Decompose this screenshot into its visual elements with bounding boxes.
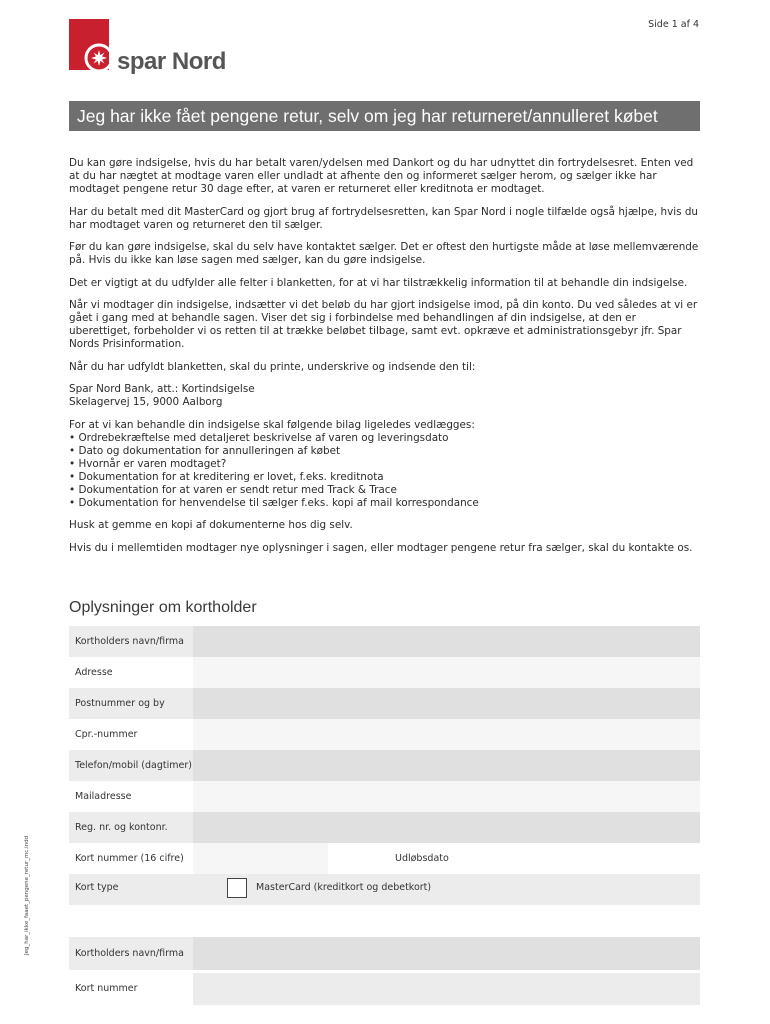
cardholder-section-heading: Oplysninger om kortholder	[69, 599, 257, 616]
expiry-label: Udløbsdato	[395, 853, 449, 864]
paragraph: Når du har udfyldt blanketten, skal du printe, underskrive og indsende den til:	[69, 360, 476, 373]
cpr-input[interactable]	[193, 719, 700, 750]
field-label: Kortholders navn/firma	[75, 948, 184, 959]
list-item: • Hvornår er varen modtaget?	[69, 458, 700, 471]
list-item: • Ordrebekræftelse med detaljeret beskrivelse af varen og leveringsdato	[69, 432, 700, 445]
paragraph: Du kan gøre indsigelse, hvis du har betalt varen/ydelsen med Dankort og du har udnyttet din fortrydelsesret. Enten ved at du har nægtet at modtage varen eller undladt at afhente den og informeret sælger herom, og sælger ikke har modtaget pengene retur 30 dage efter, at varen er returneret eller kreditnota er modtaget.	[69, 157, 694, 195]
attachments-list	[69, 432, 700, 510]
page-number: Side 1 af 4	[648, 19, 699, 30]
paragraph: Har du betalt med dit MasterCard og gjort brug af fortrydelsesretten, kan Spar Nord i nogle tilfælde også hjælpe, hvis du har modtaget varen og returneret den til sælger.	[69, 205, 699, 231]
mastercard-checkbox[interactable]	[227, 878, 247, 898]
field-label: Kort nummer	[75, 983, 138, 994]
field-label: Reg. nr. og kontonr.	[75, 822, 168, 833]
page-title: Jeg har ikke fået pengene retur, selv om jeg har returneret/annulleret købet	[69, 101, 700, 131]
intro-text	[69, 157, 700, 564]
address-line: Spar Nord Bank, att.: Kortindsigelse	[69, 383, 255, 395]
cardholder-name2-row	[69, 937, 700, 970]
email-input[interactable]	[193, 781, 700, 812]
field-label: Telefon/mobil (dagtimer)	[75, 760, 192, 771]
address-line: Skelagervej 15, 9000 Aalborg	[69, 396, 223, 408]
card-number2-input[interactable]	[193, 973, 700, 1005]
field-label: Kortholders navn/firma	[75, 636, 184, 647]
field-label: Adresse	[75, 667, 113, 678]
cardholder-name2-input[interactable]	[193, 937, 700, 970]
account-row	[69, 812, 700, 843]
address-row	[69, 657, 700, 688]
field-label: Kort nummer (16 cifre)	[75, 853, 184, 864]
paragraph: Når vi modtager din indsigelse, indsætter vi det beløb du har gjort indsigelse imod, på din konto. Du ved således at vi er gået i gang med at behandle sagen. Viser det sig i forbindelse med behandlingen af din indsigelse, at den er uberettiget, forbeholder vi os retten til at trække beløbet tilbage, samt evt. opkræve et administrationsgebyr jfr. Spar Nords Prisinformation.	[69, 299, 698, 350]
email-row	[69, 781, 700, 812]
brand-name: spar Nord	[117, 48, 226, 75]
list-item: • Dokumentation for henvendelse til sælger f.eks. kopi af mail korrespondance	[69, 497, 700, 510]
logo-red-square	[69, 19, 109, 70]
checkbox-label: MasterCard (kreditkort og debetkort)	[256, 882, 432, 893]
star-icon	[69, 19, 109, 70]
cardholder-name-input[interactable]	[193, 626, 700, 657]
field-label: Kort type	[75, 882, 119, 893]
list-item: • Dokumentation for at kreditering er lovet, f.eks. kreditnota	[69, 471, 700, 484]
paragraph: Husk at gemme en kopi af dokumenterne hos dig selv.	[69, 519, 353, 531]
account-input[interactable]	[193, 812, 700, 843]
card-number-row	[69, 843, 700, 874]
field-label: Mailadresse	[75, 791, 132, 802]
field-label: Postnummer og by	[75, 698, 165, 709]
list-item: • Dato og dokumentation for annulleringen af købet	[69, 445, 700, 458]
paragraph: Det er vigtigt at du udfylder alle felter i blanketten, for at vi har tilstrækkelig information til at behandle din indsigelse.	[69, 276, 688, 289]
spacer-row	[69, 905, 700, 937]
card-type-row	[69, 874, 700, 905]
paragraph: For at vi kan behandle din indsigelse skal følgende bilag ligeledes vedlægges:	[69, 418, 475, 431]
card-number2-row	[69, 973, 700, 1005]
address-input[interactable]	[193, 657, 700, 688]
postal-row	[69, 688, 700, 719]
phone-row	[69, 750, 700, 781]
card-number-input[interactable]	[193, 843, 328, 874]
field-label: Cpr.-nummer	[75, 729, 138, 740]
paragraph: Hvis du i mellemtiden modtager nye oplysninger i sagen, eller modtager pengene retur fra sælger, skal du kontakte os.	[69, 541, 693, 554]
file-reference: Jeg_har_ikke_faaet_pengene_retur_mc.indd	[24, 835, 30, 955]
mailing-address	[69, 383, 700, 409]
cardholder-name-row	[69, 626, 700, 657]
phone-input[interactable]	[193, 750, 700, 781]
paragraph: Før du kan gøre indsigelse, skal du selv have kontaktet sælger. Det er oftest den hurtigste måde at løse mellemværende på. Hvis du ikke kan løse sagen med sælger, kan du gøre indsigelse.	[69, 241, 699, 266]
list-item: • Dokumentation for at varen er sendt retur med Track & Trace	[69, 484, 700, 497]
postal-input[interactable]	[193, 688, 700, 719]
cpr-row	[69, 719, 700, 750]
